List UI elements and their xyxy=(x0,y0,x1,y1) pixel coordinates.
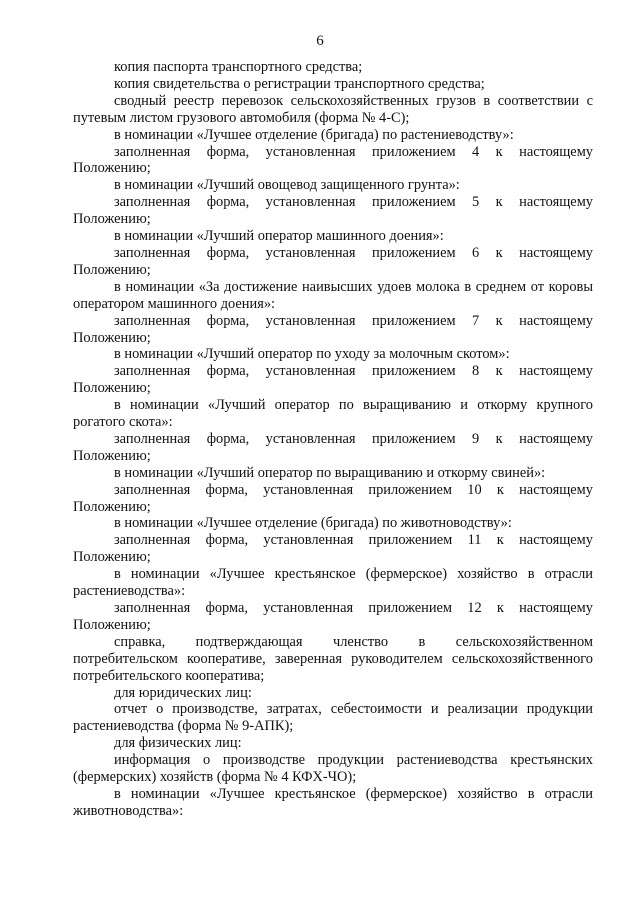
paragraph: в номинации «Лучшее крестьянское (фермерское) хозяйство в отрасли растениеводства»: xyxy=(73,566,593,600)
paragraph: в номинации «Лучший оператор по уходу за молочным скотом»: xyxy=(114,346,510,363)
paragraph: копия свидетельства о регистрации транспортного средства; xyxy=(114,75,485,92)
paragraph: заполненная форма, установленная приложением 5 к настоящему Положению; xyxy=(73,194,593,228)
paragraph: заполненная форма, установленная приложением 9 к настоящему Положению; xyxy=(73,430,593,464)
paragraph: информация о производстве продукции растениеводства крестьянских (фермерских) хозяйств (форма № 4 КФХ-ЧО); xyxy=(73,752,593,786)
paragraph: копия паспорта транспортного средства; xyxy=(114,59,363,75)
paragraph: справка, подтверждающая членство в сельскохозяйственном потребительском кооперативе, заверенная руководителем сельскохозяйственного потребительского кооператива; xyxy=(73,633,593,684)
paragraph: заполненная форма, установленная приложением 7 к настоящему Положению; xyxy=(73,312,593,346)
paragraph: для юридических лиц: xyxy=(114,684,252,701)
paragraph: в номинации «За достижение наивысших удоев молока в среднем от коровы оператором машинного доения»: xyxy=(73,278,593,312)
paragraph: заполненная форма, установленная приложением 11 к настоящему Положению; xyxy=(73,532,593,566)
paragraph: сводный реестр перевозок сельскохозяйственных грузов в соответствии с путевым листом грузового автомобиля (форма № 4-С); xyxy=(73,92,593,126)
paragraph: заполненная форма, установленная приложением 12 к настоящему Положению; xyxy=(73,600,593,633)
paragraph: в номинации «Лучшее крестьянское (фермерское) хозяйство в отрасли животноводства»: xyxy=(73,785,593,819)
paragraph: в номинации «Лучший оператор по выращиванию и откорму крупного рогатого скота»: xyxy=(73,397,593,431)
paragraph: в номинации «Лучший овощевод защищенного грунта»: xyxy=(114,177,460,194)
paragraph: заполненная форма, установленная приложением 8 к настоящему Положению; xyxy=(73,363,593,397)
paragraph: заполненная форма, установленная приложением 6 к настоящему Положению; xyxy=(73,244,593,278)
paragraph: для физических лиц: xyxy=(114,735,242,752)
paragraph: в номинации «Лучшее отделение (бригада) по животноводству»: xyxy=(114,515,512,532)
paragraph: заполненная форма, установленная приложением 10 к настоящему Положению; xyxy=(73,481,593,515)
paragraph: заполненная форма, установленная приложением 4 к настоящему Положению; xyxy=(73,143,593,177)
paragraph: в номинации «Лучший оператор машинного доения»: xyxy=(114,228,444,245)
paragraph: в номинации «Лучший оператор по выращиванию и откорму свиней»: xyxy=(114,464,546,481)
paragraph: отчет о производстве, затратах, себестоимости и реализации продукции растениеводства (форма № 9-АПК); xyxy=(73,701,593,735)
page-number: 6 xyxy=(316,33,324,49)
paragraph: в номинации «Лучшее отделение (бригада) по растениеводству»: xyxy=(114,126,514,143)
document-body xyxy=(73,59,593,820)
